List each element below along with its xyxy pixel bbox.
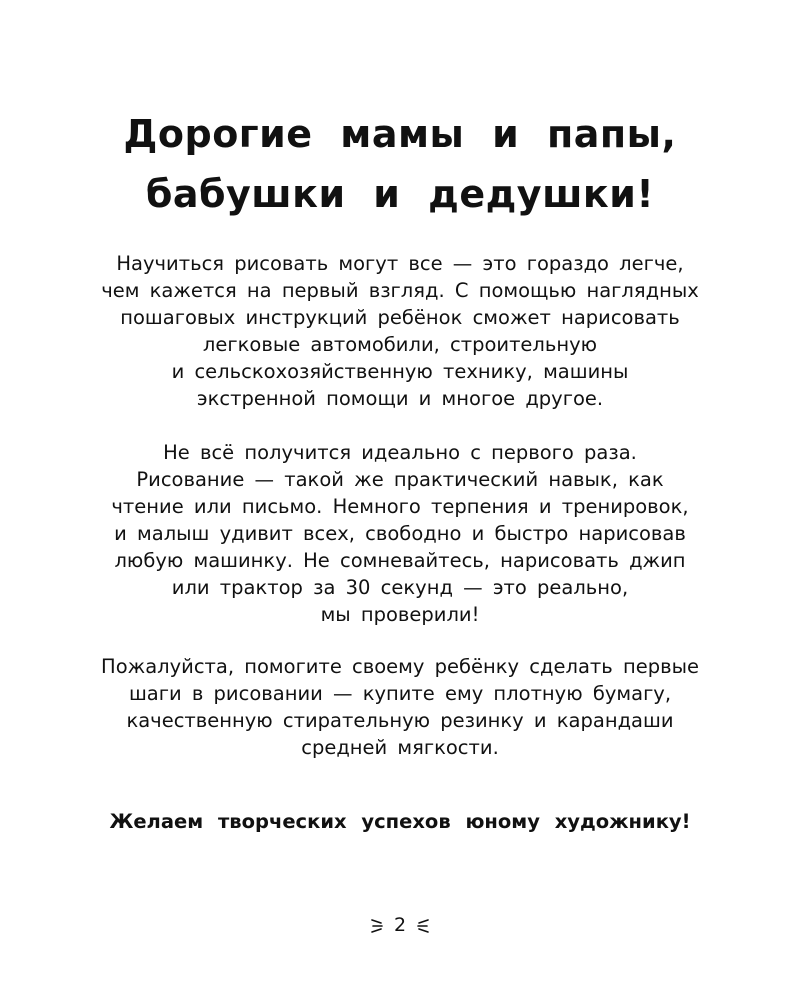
paragraph-advice: [0, 653, 800, 761]
page-footer: [0, 912, 800, 938]
paragraph-line: любую машинку. Не сомневайтесь, нарисовать джип: [114, 549, 686, 572]
sparkle-lines-left-icon: [370, 914, 390, 936]
paragraph-line: чем кажется на первый взгляд. С помощью наглядных: [101, 279, 699, 302]
paragraph-line: средней мягкости.: [301, 736, 499, 759]
paragraph-line: Пожалуйста, помогите своему ребёнку сделать первые: [101, 655, 699, 678]
closing-wish: Желаем творческих успехов юному художнику!: [109, 810, 691, 833]
paragraph-practice: [0, 439, 800, 628]
paragraph-line: Рисование — такой же практический навык, как: [136, 468, 664, 491]
sparkle-lines-right-icon: [416, 914, 430, 936]
paragraph-line: пошаговых инструкций ребёнок сможет нарисовать: [120, 306, 680, 329]
paragraph-line: мы проверили!: [320, 603, 480, 626]
paragraph-line: легковые автомобили, строительную: [202, 333, 598, 356]
paragraph-line: и сельскохозяйственную технику, машины: [171, 360, 629, 383]
paragraph-line: Не всё получится идеально с первого раза.: [163, 441, 637, 464]
paragraph-line: качественную стирательную резинку и карандаши: [126, 709, 674, 732]
title-line-2: бабушки и дедушки!: [145, 172, 655, 216]
paragraph-line: или трактор за 30 секунд — это реально,: [171, 576, 629, 599]
paragraph-line: шаги в рисовании — купите ему плотную бумагу,: [128, 682, 672, 705]
title-line-1: Дорогие мамы и папы,: [123, 112, 677, 156]
paragraph-intro: [0, 250, 800, 412]
paragraph-line: и малыш удивит всех, свободно и быстро нарисовав: [114, 522, 686, 545]
page-number: 2: [393, 914, 407, 936]
paragraph-line: экстренной помощи и многое другое.: [196, 387, 604, 410]
paragraph-line: Научиться рисовать могут все — это гораздо легче,: [116, 252, 684, 275]
page-title: [0, 104, 800, 224]
paragraph-line: чтение или письмо. Немного терпения и тренировок,: [111, 495, 689, 518]
